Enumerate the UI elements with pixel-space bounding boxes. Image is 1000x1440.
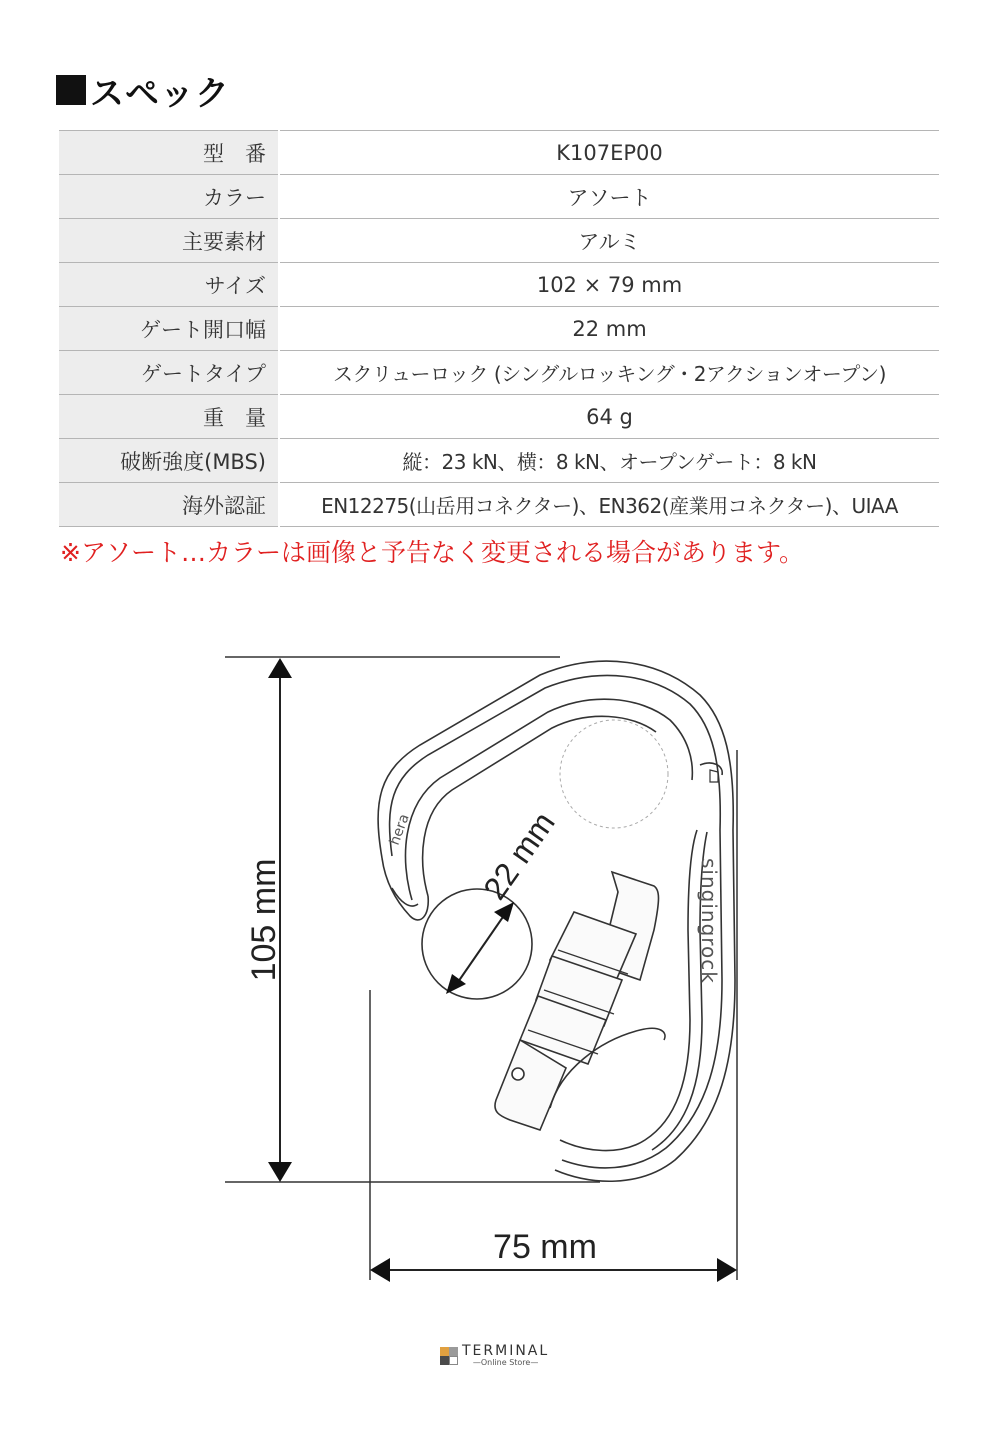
- spec-row-size: [59, 263, 939, 307]
- spec-heading-text: スペック: [90, 73, 230, 114]
- model-text: hera: [386, 811, 413, 848]
- spec-row-strength: [59, 439, 939, 483]
- height-label: 105 mm: [245, 858, 283, 982]
- spec-row-model: [59, 131, 939, 175]
- terminal-logo: [440, 1344, 549, 1367]
- spec-table: [59, 130, 939, 527]
- terminal-logo-icon: [440, 1347, 458, 1365]
- carabiner-diagram: [0, 600, 1000, 1320]
- spec-value: 縦：23 kN、横：8 kN、オープンゲート：8 kN: [280, 439, 939, 483]
- spec-heading: [56, 66, 230, 114]
- spec-label: 主要素材: [59, 219, 278, 263]
- gate-opening-label: 22 mm: [476, 805, 562, 907]
- width-label: 75 mm: [493, 1228, 597, 1266]
- spec-value: 64 g: [280, 395, 939, 439]
- spec-value: EN12275(山岳用コネクター)、EN362(産業用コネクター)、UIAA: [280, 483, 939, 527]
- spec-row-weight: [59, 395, 939, 439]
- spec-label: 海外認証: [59, 483, 278, 527]
- spec-row-certification: [59, 483, 939, 527]
- spec-value: スクリューロック (シングルロッキング・2アクションオープン): [280, 351, 939, 395]
- gate-opening-dimension: [422, 805, 562, 999]
- spec-label: ゲートタイプ: [59, 351, 278, 395]
- spec-label: ゲート開口幅: [59, 307, 278, 351]
- spec-row-gate-type: [59, 351, 939, 395]
- spec-row-gate-opening: [59, 307, 939, 351]
- spec-row-color: [59, 175, 939, 219]
- spec-label: サイズ: [59, 263, 278, 307]
- spec-value: 102 × 79 mm: [280, 263, 939, 307]
- spec-row-material: [59, 219, 939, 263]
- spec-value: K107EP00: [280, 131, 939, 175]
- heading-square-icon: [56, 75, 86, 105]
- color-note: ※アソート…カラーは画像と予告なく変更される場合があります。: [60, 538, 804, 567]
- spec-label: カラー: [59, 175, 278, 219]
- logo-sub-text: —Online Store—: [472, 1358, 539, 1367]
- spec-label: 型 番: [59, 131, 278, 175]
- brand-text: singingrock: [697, 858, 721, 984]
- spec-value: アルミ: [280, 219, 939, 263]
- spec-value: アソート: [280, 175, 939, 219]
- spec-label: 破断強度(MBS): [59, 439, 278, 483]
- spec-label: 重 量: [59, 395, 278, 439]
- logo-main-text: TERMINAL: [462, 1343, 550, 1359]
- spec-value: 22 mm: [280, 307, 939, 351]
